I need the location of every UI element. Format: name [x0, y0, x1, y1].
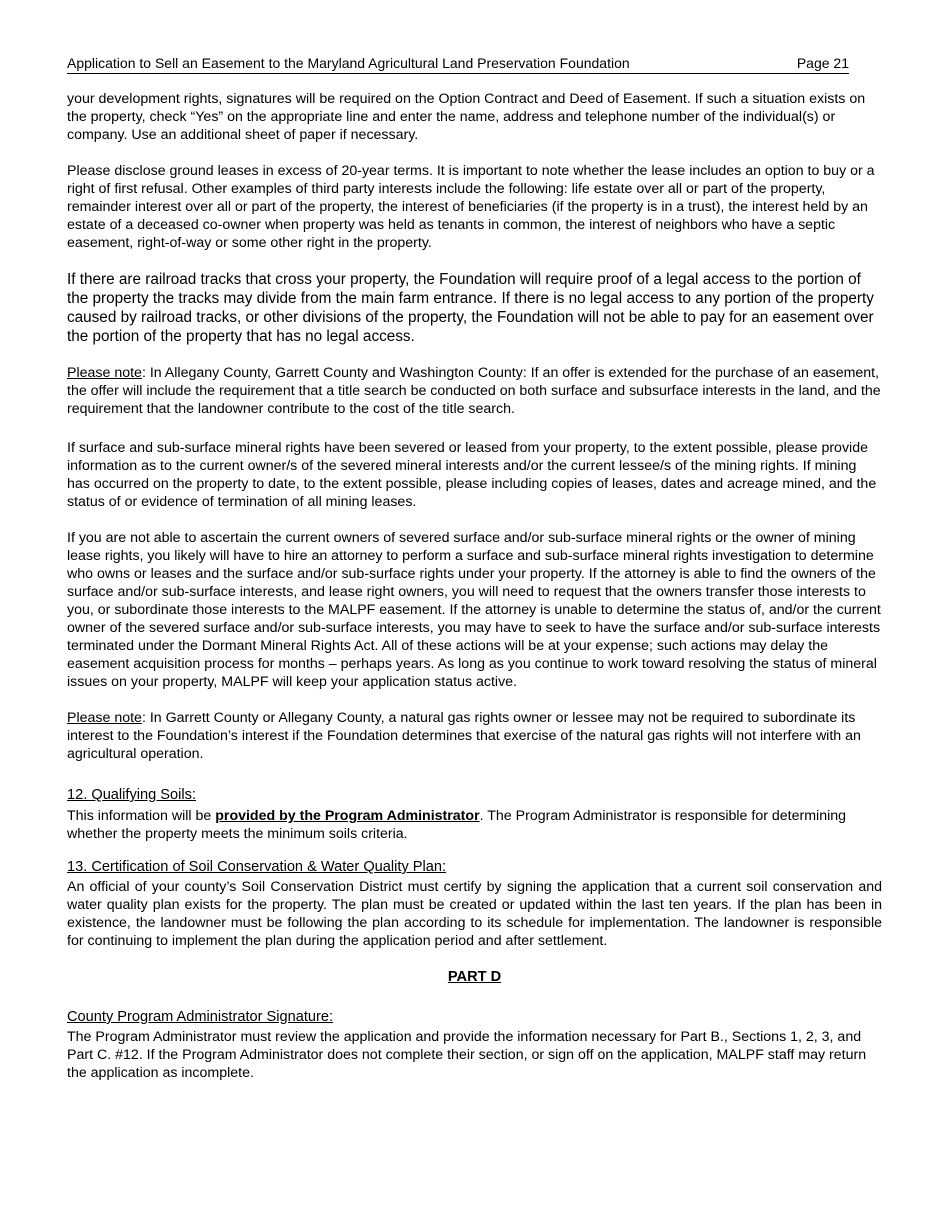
part-d-heading: County Program Administrator Signature: [67, 1009, 334, 1025]
paragraph-ground-leases: Please disclose ground leases in excess of 20-year terms. It is important to note whether the lease includes an option to buy or a right of first refusal. Other examples of third party interests include the following: life estate over all or part of the property, remainder interest over all or part of the property, the interest of beneficiaries (if the property is in a trust), the interest held by an estate of a deceased co-owner when property was held as tenants in common, the interest of neighbors who have a septic easement, right-of-way or some other right in the property. [67, 163, 875, 251]
section-12-text-post: . The Program Administrator is responsible for determining whether the property meets the minimum soils criteria. [67, 808, 847, 842]
section-13-heading: 13. Certification of Soil Conservation & Water Quality Plan: [67, 859, 447, 875]
section-13-text: An official of your county’s Soil Conservation District must certify by signing the application that a current soil conservation and water quality plan exists for the property. The plan must be created or updated within the last ten years. If the plan has been in existence, the landowner must be following the plan according to its schedule for implementation. The landowner is responsible for continuing to implement the plan during the application period and after settlement. [67, 879, 882, 949]
note-natural-gas [67, 709, 882, 763]
paragraph-development-rights: your development rights, signatures will be required on the Option Contract and Deed of Easement. If such a situation exists on the property, check “Yes” on the appropriate line and enter the name, address and telephone number of the individual(s) or company. Use an additional sheet of paper if necessary. [67, 91, 866, 143]
section-12-heading: 12. Qualifying Soils: [67, 787, 196, 803]
part-d-title: PART D [447, 969, 502, 985]
note-label: Please note [67, 365, 142, 381]
section-12-text-pre: This information will be [67, 808, 216, 824]
note-text: : In Garrett County or Allegany County, a natural gas rights owner or lessee may not be required to subordinate its interest to the Foundation’s interest if the Foundation determines that exercise of the natural gas rights will not interfere with an agricultural operation. [67, 710, 861, 762]
note-text: : In Allegany County, Garrett County and Washington County: If an offer is extended for the purchase of an easement, the offer will include the requirement that a title search be conducted on both surface and subsurface interests in the land, and the requirement that the landowner contribute to the cost of the title search. [67, 365, 881, 417]
section-12-text [67, 807, 882, 843]
paragraph-mineral-rights: If surface and sub-surface mineral rights have been severed or leased from your property, to the extent possible, please provide information as to the current owner/s of the severed mineral interests and/or the current lessee/s of the mining rights. If mining has occurred on the property to date, to the extent possible, please including copies of leases, dates and acreage mined, and the status of or evidence of termination of all mining leases. [67, 440, 877, 510]
document-page [67, 54, 882, 1082]
note-title-search [67, 364, 882, 418]
note-label: Please note [67, 710, 142, 726]
part-d-text: The Program Administrator must review the application and provide the information necessary for Part B., Sections 1, 2, 3, and Part C. #12. If the Program Administrator does not complete their section, or sign off on the application, MALPF staff may return the application as incomplete. [67, 1029, 867, 1081]
paragraph-attorney-investigation: If you are not able to ascertain the current owners of severed surface and/or sub-surface mineral rights or the owner of mining lease rights, you likely will have to hire an attorney to perform a surface and sub-surface mineral rights investigation to determine who owns or leases and the surface and/or sub-surface rights under your property. If the attorney is able to find the owners of the surface and/or sub-surface interests, and lease right owners, you will need to request that the owners transfer those interests to you, or subordinate those interests to the MALPF easement. If the attorney is unable to determine the status of, and/or the current owner of the severed surface and/or sub-surface interests, you may have to seek to have the surface and/or sub-surface interests terminated under the Dormant Mineral Rights Act. All of these actions will be at your expense; such actions may delay the easement acquisition process for months – perhaps years. As long as you continue to work toward resolving the status of mineral issues on your property, MALPF will keep your application status active. [67, 530, 881, 690]
paragraph-railroad-tracks: If there are railroad tracks that cross your property, the Foundation will require proof of a legal access to the portion of the property the tracks may divide from the main farm entrance. If there is no legal access to any portion of the property caused by railroad tracks, or other divisions of the property, the Foundation will not be able to pay for an easement over the portion of the property that has no legal access. [67, 271, 874, 345]
page-header [67, 54, 849, 74]
section-12-bold: provided by the Program Administrator [215, 808, 480, 824]
header-title: Application to Sell an Easement to the Maryland Agricultural Land Preservation Foundation [67, 55, 630, 71]
page-number: Page 21 [796, 55, 849, 71]
